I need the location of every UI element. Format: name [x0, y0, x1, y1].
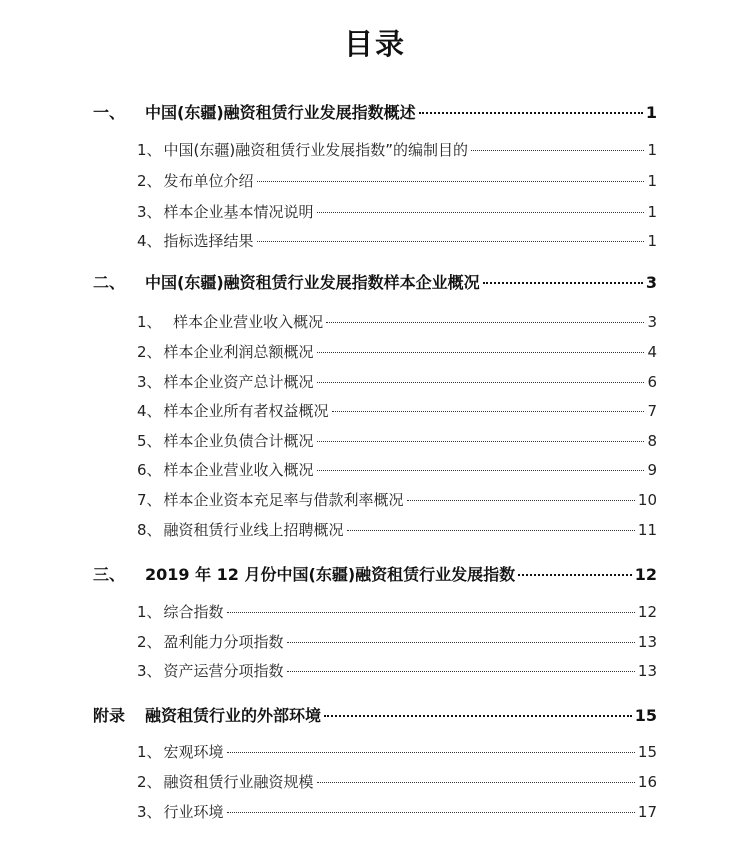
- item-number: 6、: [137, 461, 162, 479]
- item-number: 5、: [137, 432, 162, 450]
- dot-leader: [324, 715, 632, 717]
- dot-leader: [287, 671, 635, 672]
- section-page-number: 15: [634, 706, 657, 725]
- dot-leader: [518, 574, 632, 576]
- item-number: 3、: [137, 373, 162, 391]
- item-number: 3、: [137, 203, 162, 221]
- toc-item[interactable]: [137, 459, 657, 480]
- item-number: 4、: [137, 232, 162, 250]
- item-number: 2、: [137, 343, 162, 361]
- item-page-number: 11: [637, 521, 657, 539]
- item-title: 盈利能力分项指数: [163, 633, 284, 651]
- dot-leader: [257, 241, 645, 242]
- toc-item[interactable]: [137, 771, 657, 792]
- section-number: 三、: [93, 565, 126, 584]
- dot-leader: [317, 382, 645, 383]
- item-page-number: 17: [637, 803, 657, 821]
- section-page-number: 3: [645, 273, 657, 292]
- item-page-number: 1: [647, 141, 657, 159]
- item-title: 发布单位介绍: [163, 172, 254, 190]
- toc-item[interactable]: [137, 139, 657, 160]
- item-title: 样本企业资本充足率与借款利率概况: [163, 491, 404, 509]
- item-number: 1、: [137, 743, 162, 761]
- item-page-number: 10: [637, 491, 657, 509]
- toc-item[interactable]: [137, 660, 657, 681]
- item-number: 4、: [137, 402, 162, 420]
- item-number: 3、: [137, 803, 162, 821]
- toc-item[interactable]: [137, 230, 657, 251]
- item-title: 宏观环境: [163, 743, 224, 761]
- item-page-number: 8: [647, 432, 657, 450]
- item-title: 资产运营分项指数: [163, 662, 284, 680]
- item-number: 1、: [137, 141, 162, 159]
- item-page-number: 13: [637, 633, 657, 651]
- item-title: 样本企业负债合计概况: [163, 432, 314, 450]
- dot-leader: [407, 500, 635, 501]
- dot-leader: [317, 352, 645, 353]
- item-title: 融资租赁行业融资规模: [163, 773, 314, 791]
- item-page-number: 1: [647, 232, 657, 250]
- toc-item[interactable]: [137, 201, 657, 222]
- toc-section-appendix[interactable]: [93, 703, 657, 726]
- item-title: 样本企业所有者权益概况: [163, 402, 329, 420]
- toc-section-2[interactable]: [93, 270, 657, 293]
- dot-leader: [257, 181, 645, 182]
- dot-leader: [326, 322, 644, 323]
- item-title: 样本企业营业收入概况: [163, 461, 314, 479]
- toc-item[interactable]: [137, 311, 657, 332]
- page-title: 目录: [343, 27, 406, 61]
- item-page-number: 7: [647, 402, 657, 420]
- dot-leader: [227, 812, 635, 813]
- toc-item[interactable]: [137, 430, 657, 451]
- item-page-number: 13: [637, 662, 657, 680]
- item-page-number: 6: [647, 373, 657, 391]
- toc-item[interactable]: [137, 341, 657, 362]
- dot-leader: [419, 112, 643, 114]
- item-title: 样本企业利润总额概况: [163, 343, 314, 361]
- toc-item[interactable]: [137, 801, 657, 822]
- item-page-number: 15: [637, 743, 657, 761]
- dot-leader: [332, 411, 645, 412]
- dot-leader: [227, 752, 635, 753]
- item-page-number: 1: [647, 203, 657, 221]
- item-number: 1、: [137, 313, 162, 331]
- section-page-number: 12: [634, 565, 657, 584]
- item-page-number: 12: [637, 603, 657, 621]
- dot-leader: [471, 150, 644, 151]
- toc-item[interactable]: [137, 601, 657, 622]
- dot-leader: [317, 782, 635, 783]
- item-title: 融资租赁行业线上招聘概况: [163, 521, 344, 539]
- section-number: 附录: [93, 706, 126, 725]
- section-title: 2019 年 12 月份中国(东疆)融资租赁行业发展指数: [145, 565, 516, 584]
- item-title: 中国(东疆)融资租赁行业发展指数”的编制目的: [163, 141, 469, 159]
- item-title: 指标选择结果: [163, 232, 254, 250]
- toc-section-3[interactable]: [93, 562, 657, 585]
- section-title: 融资租赁行业的外部环境: [145, 706, 322, 725]
- toc-item[interactable]: [137, 170, 657, 191]
- section-number: 二、: [93, 273, 126, 292]
- item-page-number: 3: [647, 313, 657, 331]
- dot-leader: [317, 470, 645, 471]
- item-page-number: 1: [647, 172, 657, 190]
- item-title: 样本企业营业收入概况: [163, 313, 324, 331]
- item-number: 2、: [137, 773, 162, 791]
- toc-item[interactable]: [137, 741, 657, 762]
- item-number: 7、: [137, 491, 162, 509]
- dot-leader: [227, 612, 635, 613]
- dot-leader: [317, 212, 645, 213]
- toc-item[interactable]: [137, 519, 657, 540]
- section-number: 一、: [93, 103, 126, 122]
- item-number: 1、: [137, 603, 162, 621]
- item-page-number: 4: [647, 343, 657, 361]
- section-title: 中国(东疆)融资租赁行业发展指数概述: [145, 103, 416, 122]
- item-title: 综合指数: [163, 603, 224, 621]
- item-number: 3、: [137, 662, 162, 680]
- item-title: 样本企业基本情况说明: [163, 203, 314, 221]
- dot-leader: [317, 441, 645, 442]
- section-page-number: 1: [645, 103, 657, 122]
- toc-item[interactable]: [137, 631, 657, 652]
- item-page-number: 9: [647, 461, 657, 479]
- section-title: 中国(东疆)融资租赁行业发展指数样本企业概况: [145, 273, 480, 292]
- item-title: 样本企业资产总计概况: [163, 373, 314, 391]
- item-number: 2、: [137, 172, 162, 190]
- toc-item[interactable]: [137, 489, 657, 510]
- item-title: 行业环境: [163, 803, 224, 821]
- dot-leader: [287, 642, 635, 643]
- item-number: 8、: [137, 521, 162, 539]
- dot-leader: [347, 530, 635, 531]
- toc-item[interactable]: [137, 371, 657, 392]
- toc-item[interactable]: [137, 400, 657, 421]
- toc-section-1[interactable]: [93, 100, 657, 123]
- item-number: 2、: [137, 633, 162, 651]
- item-page-number: 16: [637, 773, 657, 791]
- dot-leader: [483, 282, 643, 284]
